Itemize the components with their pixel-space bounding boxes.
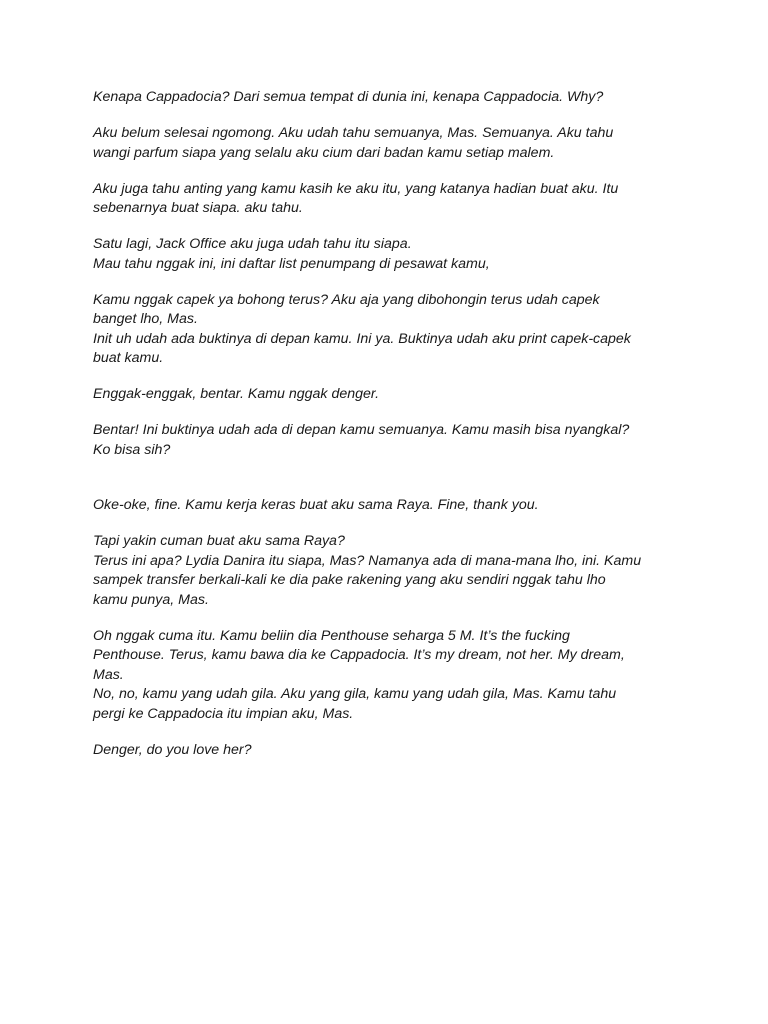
- text-line: Bentar! Ini buktinya udah ada di depan kamu semuanya. Kamu masih bisa nyangkal?: [93, 422, 630, 438]
- paragraph: [93, 741, 683, 761]
- text-line: banget lho, Mas.: [93, 311, 198, 327]
- text-line: Tapi yakin cuman buat aku sama Raya?: [93, 533, 345, 549]
- paragraph: [93, 627, 683, 725]
- text-line: No, no, kamu yang udah gila. Aku yang gila, kamu yang udah gila, Mas. Kamu tahu: [93, 686, 617, 702]
- text-line: Init uh udah ada buktinya di depan kamu. Ini ya. Buktinya udah aku print capek-capek: [93, 330, 631, 347]
- paragraph: [93, 88, 683, 108]
- text-line: Mas.: [93, 666, 124, 683]
- text-line: Aku juga tahu anting yang kamu kasih ke aku itu, yang katanya hadian buat aku. Itu: [93, 180, 619, 197]
- paragraph: [93, 385, 683, 405]
- paragraph: [93, 496, 683, 516]
- text-line: sampek transfer berkali-kali ke dia pake rakening yang aku sendiri nggak tahu lho: [93, 572, 606, 588]
- paragraph: [93, 235, 683, 274]
- paragraph: [93, 180, 683, 219]
- text-line: kamu punya, Mas.: [93, 591, 209, 608]
- text-line: Aku belum selesai ngomong. Aku udah tahu semuanya, Mas. Semuanya. Aku tahu: [93, 125, 614, 141]
- text-line: Oh nggak cuma itu. Kamu beliin dia Penthouse seharga 5 M. It’s the fucking: [93, 627, 570, 644]
- text-line: sebenarnya buat siapa. aku tahu.: [93, 200, 303, 216]
- text-line: Kenapa Cappadocia? Dari semua tempat di dunia ini, kenapa Cappadocia. Why?: [93, 89, 604, 105]
- text-line: Kamu nggak capek ya bohong terus? Aku aja yang dibohongin terus udah capek: [93, 291, 600, 308]
- text-line: Denger, do you love her?: [93, 741, 252, 758]
- text-line: Mau tahu nggak ini, ini daftar list penumpang di pesawat kamu,: [93, 255, 490, 272]
- paragraph: [93, 532, 683, 610]
- paragraph: [93, 124, 683, 163]
- text-line: buat kamu.: [93, 350, 164, 366]
- text-line: Ko bisa sih?: [93, 441, 171, 458]
- text-line: Penthouse. Terus, kamu bawa dia ke Cappadocia. It’s my dream, not her. My dream,: [93, 647, 625, 663]
- paragraph: [93, 421, 683, 460]
- text-line: wangi parfum siapa yang selalu aku cium dari badan kamu setiap malem.: [93, 144, 555, 161]
- paragraph: [93, 291, 683, 369]
- text-line: Enggak-enggak, bentar. Kamu nggak denger.: [93, 386, 380, 402]
- text-line: Terus ini apa? Lydia Danira itu siapa, Mas? Namanya ada di mana-mana lho, ini. Kamu: [93, 552, 642, 569]
- text-line: pergi ke Cappadocia itu impian aku, Mas.: [93, 705, 354, 722]
- text-line: Satu lagi, Jack Office aku juga udah tahu itu siapa.: [93, 236, 412, 252]
- document-body: [93, 88, 683, 777]
- text-line: Oke-oke, fine. Kamu kerja keras buat aku sama Raya. Fine, thank you.: [93, 497, 539, 513]
